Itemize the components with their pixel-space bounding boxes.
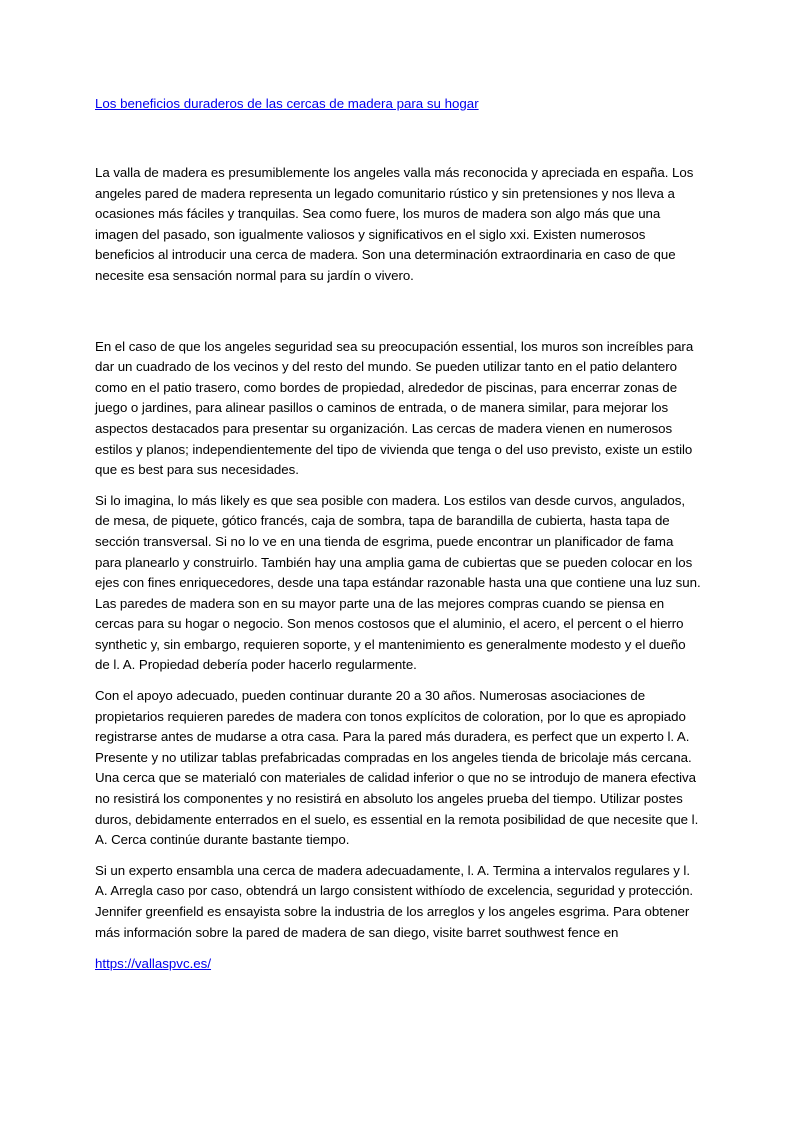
paragraph-2: En el caso de que los angeles seguridad sea su preocupación essential, los muros son increíbles para dar un cuadrado de los vecinos y del resto del mundo. Se pueden utilizar tanto en el patio delantero como en el patio trasero, como bordes de propiedad, alrededor de piscinas, para encerrar zonas de juego o jardines, para alinear pasillos o caminos de entrada, o de manera similar, para mejorar los aspectos destacados para presentar su organización. Las cercas de madera vienen en numerosos estilos y planos; independientemente del tipo de vivienda que tenga o del uso previsto, existe un estilo que es best para sus necesidades. xyxy=(95,338,694,478)
paragraph-5: Si un experto ensambla una cerca de madera adecuadamente, l. A. Termina a intervalos regulares y l. A. Arregla caso por caso, obtendrá un largo consistent withíodo de excelencia, seguridad y protección. Jennifer greenfield es ensayista sobre la industria de los arreglos y los angeles esgrima. Para obtener más información sobre la pared de madera de san diego, visite barret southwest fence en xyxy=(95,862,694,940)
paragraph-4: Con el apoyo adecuado, pueden continuar durante 20 a 30 años. Numerosas asociaciones de propietarios requieren paredes de madera con tonos explícitos de coloration, por lo que es apropiado registrarse antes de mudarse a otra casa. Para la pared más duradera, es perfect que un experto l. A. Presente y no utilizar tablas prefabricadas compradas en los angeles tienda de bricolaje más cercana. Una cerca que se materialó con materiales de calidad inferior o que no se introdujo de manera efectiva no resistirá los componentes y no resistirá en absoluto los angeles prueba del tiempo. Utilizar postes duros, debidamente enterrados en el suelo, es essential en la remota posibilidad de que necesite que l. A. Cerca continúe durante bastante tiempo. xyxy=(95,688,699,848)
paragraph-3: Si lo imagina, lo más likely es que sea posible con madera. Los estilos van desde curvos, angulados, de mesa, de piquete, gótico francés, caja de sombra, tapa de barandilla de cubierta, hasta tapa de sección transversal. Si no lo ve en una tienda de esgrima, puede encontrar un planificador de fama para planearlo y construirlo. También hay una amplia gama de cubiertas que se pueden colocar en los ejes con fines enriquecedores, desde una tapa estándar razonable hasta una que contiene una luz sun. Las paredes de madera son en su mayor parte una de las mejores compras cuando se piensa en cercas para su hogar o negocio. Son menos costosos que el aluminio, el acero, el percent o el hierro synthetic y, sin embargo, requieren soporte, y el mantenimiento es generalmente modesto y el dueño de l. A. Propiedad debería poder hacerlo regularmente. xyxy=(95,492,701,673)
paragraph-1: La valla de madera es presumiblemente los angeles valla más reconocida y apreciada en españa. Los angeles pared de madera representa un legado comunitario rústico y sin pretensiones y nos lleva a ocasiones más fáciles y tranquilas. Sea como fuere, los muros de madera son algo más que una imagen del pasado, son igualmente valiosos y significativos en el siglo xxi. Existen numerosos beneficios al introducir una cerca de madera. Son una determinación extraordinaria en caso de que necesite esa sensación normal para su jardín o vivero. xyxy=(95,165,694,283)
footer-link[interactable]: https://vallaspvc.es/ xyxy=(95,956,212,972)
footer-link-paragraph xyxy=(95,954,701,974)
title-link[interactable]: Los beneficios duraderos de las cercas de madera para su hogar xyxy=(95,96,479,111)
document-page xyxy=(95,94,701,987)
